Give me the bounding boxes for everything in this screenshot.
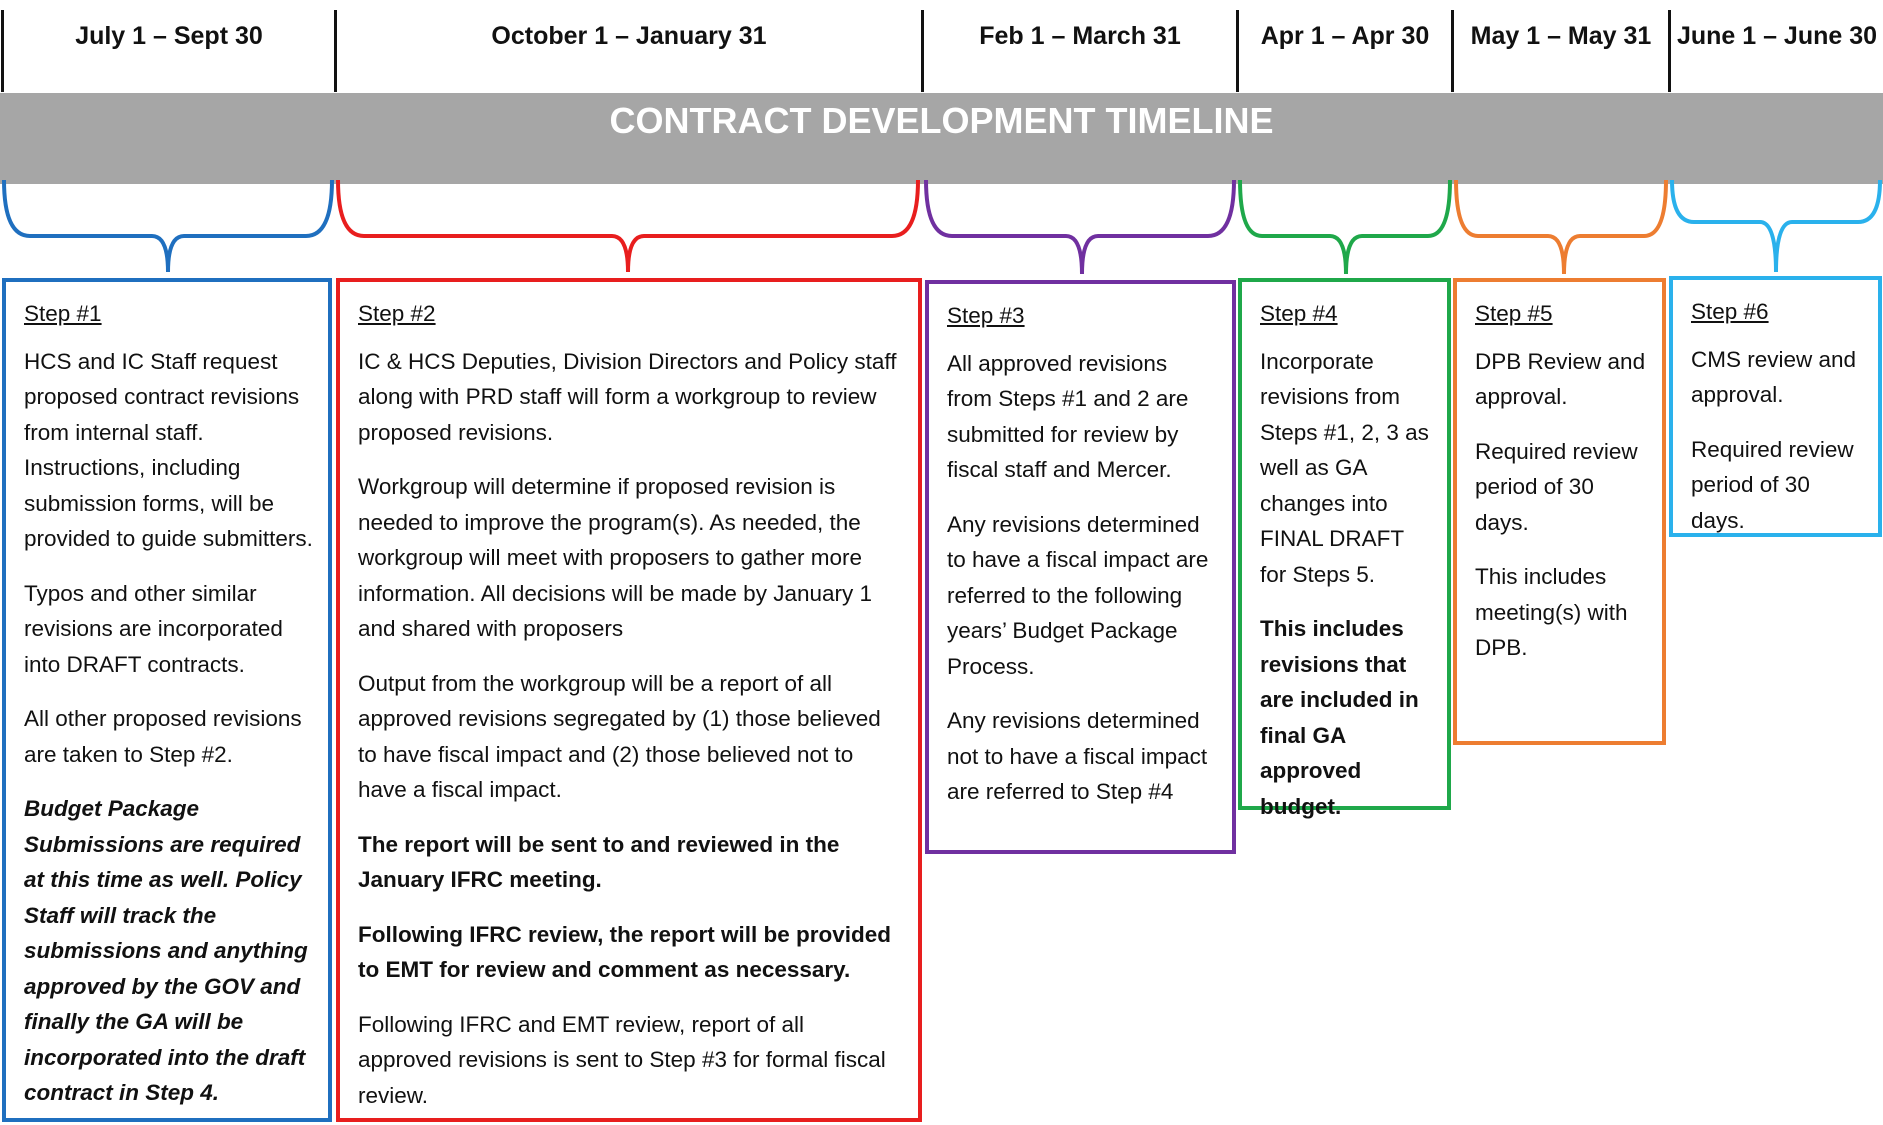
step-4-bold-text: This includes revisions that are included in final GA approved budget. [1260, 616, 1419, 819]
step-1-box [2, 278, 332, 1122]
step-2-bold-text: The report will be sent to and reviewed in the January IFRC meeting. [358, 831, 840, 892]
step1-bracket [4, 180, 332, 272]
step-2-box [336, 278, 922, 1122]
step-3-text: All approved revisions from Steps #1 and 2 are submitted for review by fiscal staff and Mercer. [947, 350, 1189, 482]
step5-bracket [1456, 180, 1666, 274]
period-label-2: October 1 – January 31 [491, 22, 767, 50]
step-2-title: Step #2 [358, 301, 436, 326]
step-2-text: IC & HCS Deputies, Division Directors and Policy staff along with PRD staff will form a workgroup to review proposed revisions. [358, 348, 897, 445]
step-1-text: HCS and IC Staff request proposed contract revisions from internal staff. Instructions, including submission forms, will be provided to guide submitters. [24, 348, 313, 551]
step-5-title: Step #5 [1475, 301, 1553, 326]
step-brackets [0, 0, 1883, 290]
step4-bracket [1240, 180, 1450, 274]
step3-bracket [926, 180, 1234, 274]
step-3-box [925, 280, 1236, 854]
period-label-4: Apr 1 – Apr 30 [1260, 22, 1430, 50]
period-label-1: July 1 – Sept 30 [75, 22, 263, 50]
step-6-box [1669, 276, 1882, 537]
step-3-title: Step #3 [947, 303, 1025, 328]
step-5-text: DPB Review and approval. [1475, 348, 1646, 409]
step-5-text: Required review period of 30 days. [1475, 438, 1638, 535]
step-6-text: CMS review and approval. [1691, 346, 1857, 407]
step-3-text: Any revisions determined not to have a fiscal impact are referred to Step #4 [947, 708, 1208, 804]
step-4-box [1238, 278, 1451, 819]
period-label-6: June 1 – June 30 [1676, 22, 1878, 50]
step-2-text: Output from the workgroup will be a report of all approved revisions segregated by (1) those believed to have fiscal impact and (2) those believed not to have a fiscal impact. [358, 670, 881, 802]
step-6-title: Step #6 [1691, 299, 1769, 324]
step-2-text: Following IFRC and EMT review, report of all approved revisions is sent to Step #3 for formal fiscal review. [358, 1011, 886, 1108]
period-label-5: May 1 – May 31 [1470, 22, 1652, 50]
step-1-text: All other proposed revisions are taken to Step #2. [24, 706, 302, 767]
step-2-text: Workgroup will determine if proposed revision is needed to improve the program(s). As needed, the workgroup will meet with proposers to gather more information. All decisions will be made by January 1 and shared with proposers [358, 474, 873, 641]
step-1-note: Budget Package Submissions are required at this time as well. Policy Staff will track the submissions and anything approved by the GOV and finally the GA will be incorporated into the draft contract in Step 4. [24, 796, 308, 1105]
period-label-3: Feb 1 – March 31 [979, 22, 1181, 50]
step-6-text: Required review period of 30 days. [1691, 436, 1854, 533]
step-3-text: Any revisions determined to have a fiscal impact are referred to the following years’ Budget Package Process. [947, 511, 1209, 679]
step-1-title: Step #1 [24, 301, 102, 326]
step2-bracket [338, 180, 918, 272]
banner-title: CONTRACT DEVELOPMENT TIMELINE [609, 100, 1274, 141]
step6-bracket [1672, 180, 1880, 272]
step-5-box [1453, 278, 1666, 745]
step-1-text: Typos and other similar revisions are incorporated into DRAFT contracts. [24, 580, 283, 677]
step-4-text: Incorporate revisions from Steps #1, 2, 3 as well as GA changes into FINAL DRAFT for Steps 5. [1260, 348, 1429, 587]
step-5-text: This includes meeting(s) with DPB. [1475, 564, 1628, 660]
step-2-bold-text: Following IFRC review, the report will be provided to EMT for review and comment as necessary. [358, 921, 891, 982]
step-4-title: Step #4 [1260, 301, 1338, 326]
